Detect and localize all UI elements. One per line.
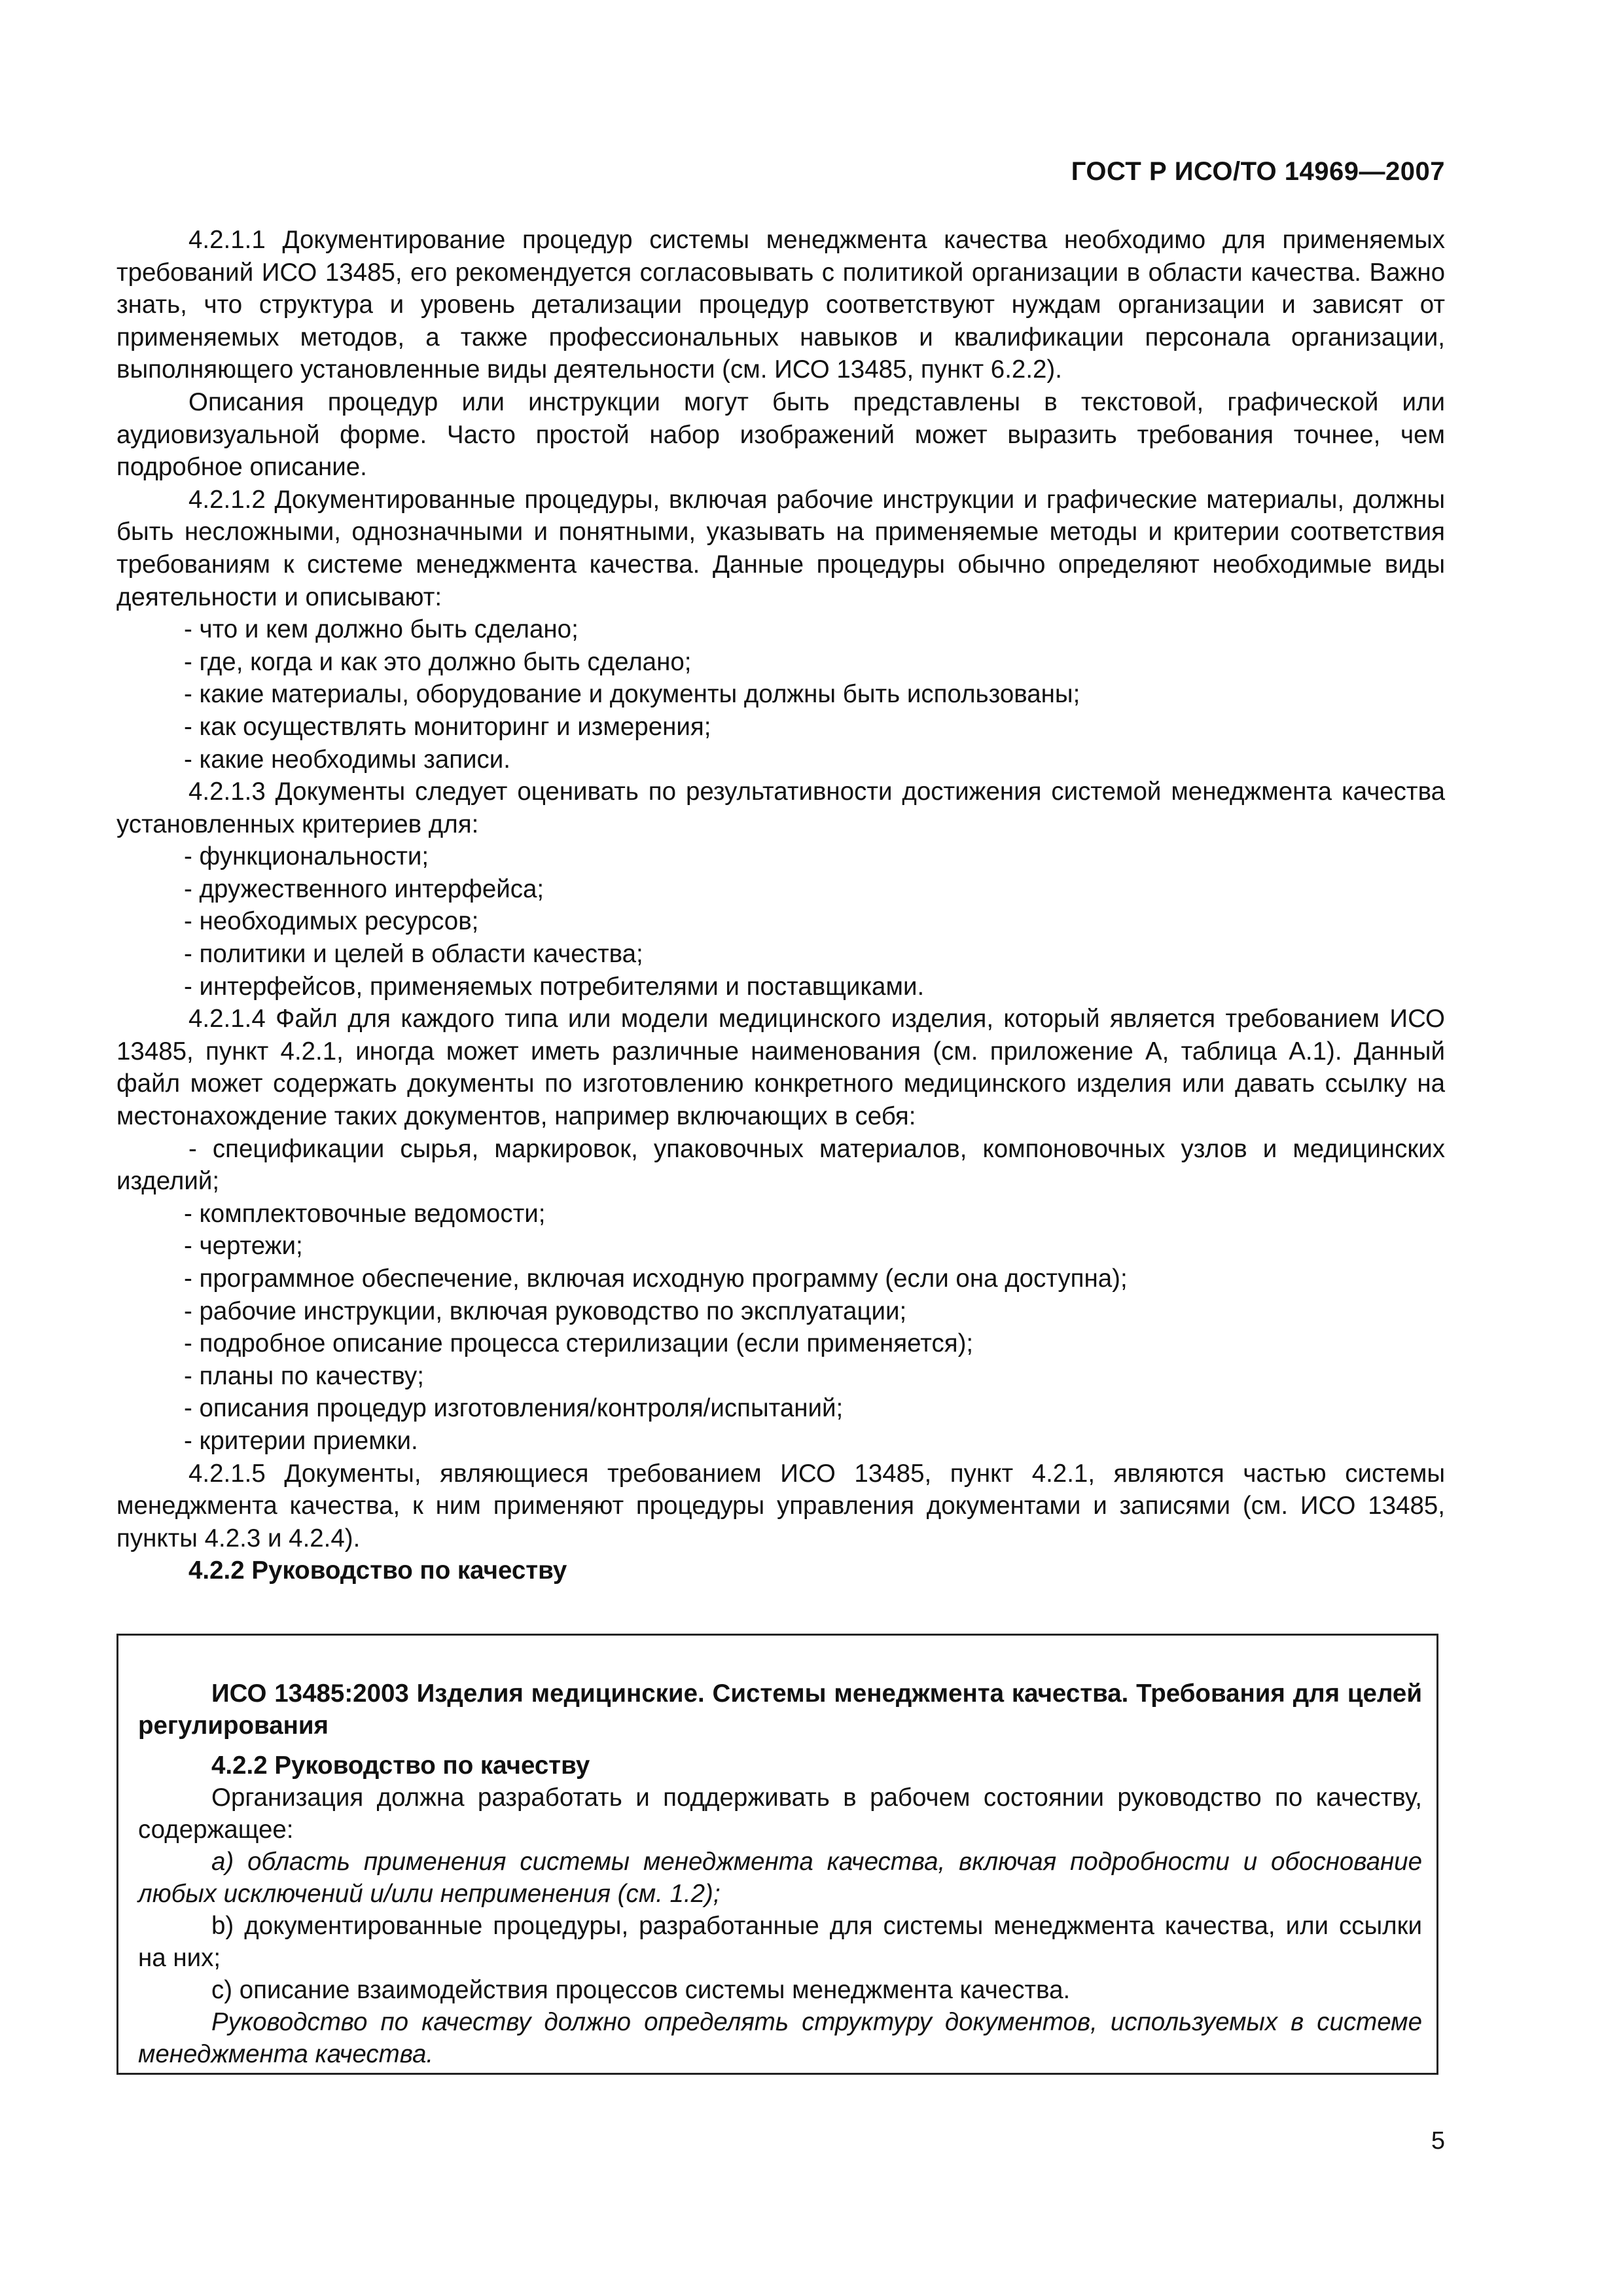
paragraph-procedure-forms: Описания процедур или инструкции могут быть представлены в текстовой, графической или аудиовизуальной форме. Часто простой набор изображений может выразить требования точнее, чем подробное описание.	[116, 387, 1445, 482]
list-item: - чертежи;	[184, 1232, 303, 1261]
quote-box-title: ИСО 13485:2003 Изделия медицинские. Системы менеджмента качества. Требования для целей регулирования	[138, 1679, 1422, 1740]
quote-box-item-c: с) описание взаимодействия процессов системы менеджмента качества.	[211, 1976, 1071, 2004]
list-item: - рабочие инструкции, включая руководство по эксплуатации;	[184, 1297, 907, 1325]
list-item: - дружественного интерфейса;	[184, 874, 544, 903]
quote-box-section-heading: 4.2.2 Руководство по качеству	[211, 1751, 590, 1780]
list-item: - программное обеспечение, включая исходную программу (если она доступна);	[184, 1265, 1128, 1293]
list-item: - интерфейсов, применяемых потребителями и поставщиками.	[184, 972, 925, 1001]
standard-quote-box	[116, 1634, 1438, 2075]
list-item: - критерии приемки.	[184, 1426, 418, 1455]
list-item: - планы по качеству;	[184, 1361, 424, 1390]
list-item: - необходимых ресурсов;	[184, 907, 479, 936]
list-item: - комплектовочные ведомости;	[184, 1199, 546, 1228]
paragraph-4-2-1-5: 4.2.1.5 Документы, являющиеся требованием ИСО 13485, пункт 4.2.1, являются частью системы менеджмента качества, к ним применяют процедуры управления документами и записями (см. ИСО 13485, пункты 4.2.3 и 4.2.4).	[116, 1459, 1445, 1552]
main-text	[116, 224, 1445, 1587]
paragraph-4-2-1-2: 4.2.1.2 Документированные процедуры, включая рабочие инструкции и графические материалы, должны быть несложными, однозначными и понятными, указывать на применяемые методы и критерии соответствия требованиям к системе менеджмента качества. Данные процедуры обычно определяют необходимые виды деятельности и описывают:	[116, 485, 1445, 611]
paragraph-4-2-1-4: 4.2.1.4 Файл для каждого типа или модели медицинского изделия, который является требованием ИСО 13485, пункт 4.2.1, иногда может иметь различные наименования (см. приложение А, таблица А.1). Данный файл может содержать документы по изготовлению конкретного медицинского изделия или давать ссылку на местонахождение таких документов, например включающих в себя:	[116, 1005, 1445, 1131]
list-item: - какие необходимы записи.	[184, 745, 510, 774]
list-item: - где, когда и как это должно быть сделано;	[184, 647, 692, 676]
quote-box-item-a: а) область применения системы менеджмента качества, включая подробности и обоснование любых исключений и/или неприменения (см. 1.2);	[138, 1848, 1422, 1908]
page-number: 5	[1431, 2127, 1445, 2155]
section-heading-4-2-2: 4.2.2 Руководство по качеству	[188, 1556, 567, 1585]
quote-box-intro: Организация должна разработать и поддерживать в рабочем состоянии руководство по качеству, содержащее:	[138, 1784, 1422, 1844]
list-item: - функциональности;	[184, 842, 429, 871]
paragraph-4-2-1-3: 4.2.1.3 Документы следует оценивать по результативности достижения системой менеджмента качества установленных критериев для:	[116, 778, 1445, 838]
document-code-header: ГОСТ Р ИСО/ТО 14969—2007	[1071, 157, 1445, 186]
list-item: - политики и целей в области качества;	[184, 940, 643, 969]
quote-box-closing: Руководство по качеству должно определять структуру документов, используемых в системе менеджмента качества.	[138, 2008, 1422, 2068]
list-item: - что и кем должно быть сделано;	[184, 615, 579, 644]
list-item: - описания процедур изготовления/контроля/испытаний;	[184, 1394, 844, 1423]
list-item: - как осуществлять мониторинг и измерения;	[184, 712, 711, 741]
list-item: - какие материалы, оборудование и документы должны быть использованы;	[184, 680, 1080, 709]
list-item: - подробное описание процесса стерилизации (если применяется);	[184, 1329, 974, 1358]
list-item: - спецификации сырья, маркировок, упаковочных материалов, компоновочных узлов и медицинских изделий;	[116, 1134, 1445, 1196]
paragraph-4-2-1-1: 4.2.1.1 Документирование процедур системы менеджмента качества необходимо для применяемых требований ИСО 13485, его рекомендуется согласовывать с политикой организации в области качества. Важно знать, что структура и уровень детализации процедур соответствуют нуждам организации и зависят от применяемых методов, а также профессиональных навыков и квалификации персонала организации, выполняющего установленные виды деятельности (см. ИСО 13485, пункт 6.2.2).	[116, 226, 1445, 384]
quote-box-item-b: b) документированные процедуры, разработанные для системы менеджмента качества, или ссылки на них;	[138, 1912, 1422, 1972]
